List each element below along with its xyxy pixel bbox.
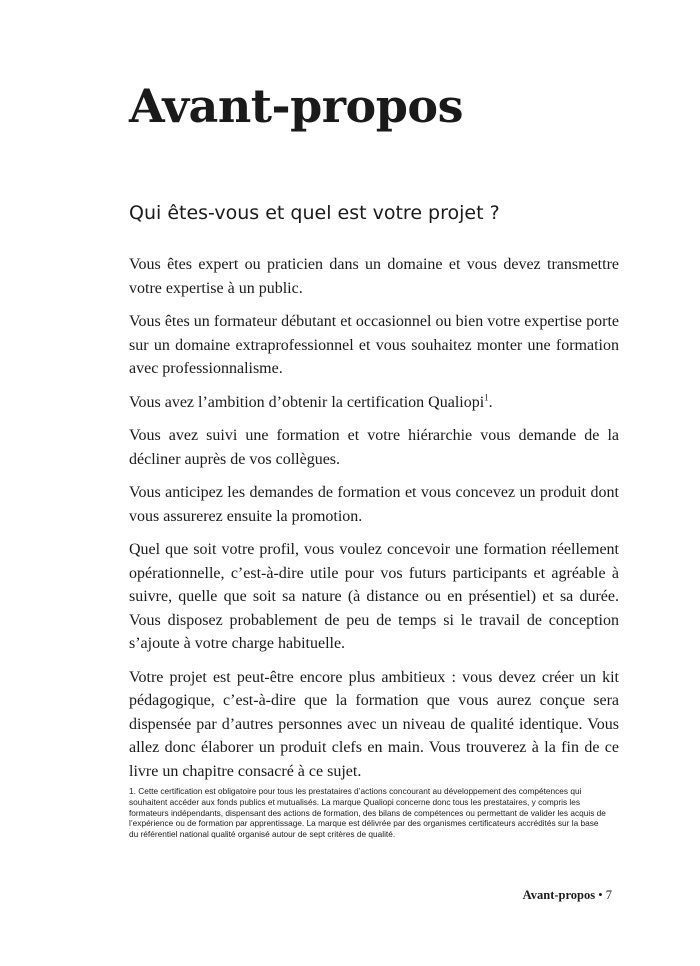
paragraph: Vous avez suivi une formation et votre hiérarchie vous demande de la décliner auprès de vos collègues. (129, 427, 619, 468)
footnote: 1. Cette certification est obligatoire pour tous les prestataires d’actions concourant au développement des compétences qui souhaitent accéder aux fonds publics et mutualisés. La marque Qualiopi concerne donc tous les prestataires, y compris les formateurs indépendants, dispensant des actions de formation, des bilans de compétences ou permettant de valider les acquis de l’expérience ou de formation par apprentissage. La marque est délivrée par des organismes certificateurs accrédités sur la base du référentiel national qualité organisé autour de sept critères de qualité. (129, 786, 606, 840)
paragraph: Vous êtes un formateur débutant et occasionnel ou bien votre expertise porte sur un domaine extraprofessionnel et vous souhaitez monter une formation avec professionnalisme. (129, 313, 619, 377)
paragraph: Vous êtes expert ou praticien dans un domaine et vous devez transmettre votre expertise à un public. (129, 256, 619, 297)
footnote-reference: 1 (484, 392, 489, 403)
page-footer (523, 888, 612, 903)
paragraph-text: Vous avez l’ambition d’obtenir la certification Qualiopi (129, 393, 485, 411)
paragraph-with-footnote (129, 391, 619, 415)
footer-section-title: Avant-propos (522, 888, 596, 902)
paragraph-end: . (488, 393, 493, 411)
page-title: Avant-propos (129, 79, 463, 133)
paragraph: Vous anticipez les demandes de formation et vous concevez un produit dont vous assurerez ensuite la promotion. (129, 484, 619, 525)
body-text (129, 253, 619, 793)
section-subtitle: Qui êtes-vous et quel est votre projet ? (129, 202, 500, 224)
paragraph: Votre projet est peut-être encore plus ambitieux : vous devez créer un kit pédagogique, c’est-à-dire que la formation que vous aurez conçue sera dispensée par d’autres personnes avec un niveau de qualité identique. Vous allez donc élaborer un produit clefs en main. Vous trouverez à la fin de ce livre un chapitre consacré à ce sujet. (129, 668, 619, 780)
paragraph: Quel que soit votre profil, vous voulez concevoir une formation réellement opérationnelle, c’est-à-dire utile pour vos futurs participants et agréable à suivre, quelle que soit sa nature (à distance ou en présentiel) et sa durée. Vous disposez probablement de peu de temps si le travail de conception s’ajoute à votre charge habituelle. (129, 541, 619, 652)
page-number: 7 (605, 888, 612, 902)
footer-separator: • (595, 888, 606, 902)
